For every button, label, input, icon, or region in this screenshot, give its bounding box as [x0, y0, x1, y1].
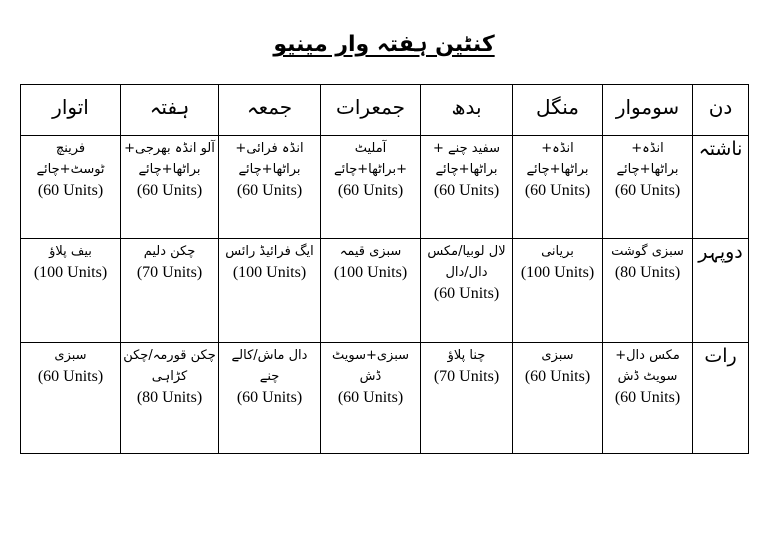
menu-item-text: سبزی قیمہ	[339, 244, 402, 259]
header-corner-day: دن	[693, 85, 749, 136]
menu-item-units: (60 Units)	[337, 389, 404, 406]
menu-item-text: انڈہ+ براٹھا+چائے	[616, 141, 679, 177]
menu-item-units: (70 Units)	[433, 368, 500, 385]
header-day-thursday: جمعرات	[321, 85, 421, 136]
menu-item-units: (60 Units)	[524, 182, 591, 199]
menu-cell	[603, 136, 693, 239]
menu-item-units: (70 Units)	[136, 264, 203, 281]
dinner-row	[21, 343, 749, 454]
menu-item-text: بیف پلاؤ	[49, 244, 92, 259]
menu-item-text: مکس دال+ سویٹ ڈش	[615, 348, 680, 384]
menu-item-text: سبزی+سویٹ ڈش	[331, 348, 410, 384]
menu-item-text: دال ماش/کالے چنے	[231, 348, 308, 384]
lunch-row	[21, 239, 749, 343]
header-day-sunday: اتوار	[21, 85, 121, 136]
menu-cell	[321, 136, 421, 239]
menu-item-units: (100 Units)	[520, 264, 595, 281]
page-title-text: کنٹین ہفتہ وار مینیو	[273, 32, 495, 57]
menu-item-units: (100 Units)	[232, 264, 307, 281]
menu-item-units: (60 Units)	[37, 182, 104, 199]
menu-cell	[603, 343, 693, 454]
menu-item-units: (60 Units)	[236, 389, 303, 406]
header-day-tuesday: منگل	[513, 85, 603, 136]
menu-cell	[219, 239, 321, 343]
menu-item-units: (60 Units)	[136, 182, 203, 199]
menu-cell	[321, 343, 421, 454]
menu-item-text: سفید چنے + براٹھا+چائے	[433, 141, 500, 177]
menu-item-units: (80 Units)	[136, 389, 203, 406]
weekly-menu-table	[20, 84, 749, 454]
menu-item-text: چکن قورمہ/چکن کڑاہی	[123, 348, 216, 384]
menu-item-units: (60 Units)	[524, 368, 591, 385]
menu-cell	[121, 136, 219, 239]
menu-item-units: (60 Units)	[337, 182, 404, 199]
header-row	[21, 85, 749, 136]
menu-item-text: چکن دلیم	[143, 244, 196, 259]
menu-item-units: (80 Units)	[614, 264, 681, 281]
menu-item-text: بریانی	[541, 244, 574, 259]
menu-cell	[21, 343, 121, 454]
header-day-friday: جمعہ	[219, 85, 321, 136]
menu-item-text: ایگ فرائیڈ رائس	[225, 244, 314, 259]
menu-cell	[21, 239, 121, 343]
menu-item-text: سبزی گوشت	[611, 244, 684, 259]
menu-cell	[219, 343, 321, 454]
menu-cell	[421, 239, 513, 343]
menu-cell	[121, 239, 219, 343]
menu-item-text: سبزی	[541, 348, 574, 363]
menu-item-units: (60 Units)	[433, 285, 500, 302]
menu-cell	[321, 239, 421, 343]
header-day-saturday: ہفتہ	[121, 85, 219, 136]
menu-item-units: (60 Units)	[37, 368, 104, 385]
menu-item-text: چنا پلاؤ	[447, 348, 486, 363]
meal-label-dinner: رات	[693, 343, 749, 454]
header-day-wednesday: بدھ	[421, 85, 513, 136]
meal-label-lunch: دوپہر	[693, 239, 749, 343]
menu-cell	[21, 136, 121, 239]
menu-item-text: سبزی	[54, 348, 87, 363]
menu-item-text: لال لوبیا/مکس دال/دال	[427, 244, 506, 280]
menu-item-text: آملیٹ +براٹھا+چائے	[334, 141, 407, 177]
page-title	[0, 30, 768, 60]
menu-cell	[513, 343, 603, 454]
menu-item-units: (100 Units)	[333, 264, 408, 281]
menu-item-units: (60 Units)	[433, 182, 500, 199]
menu-cell	[513, 239, 603, 343]
menu-item-text: فرینچ ٹوسٹ+چائے	[36, 141, 105, 177]
menu-cell	[219, 136, 321, 239]
menu-cell	[421, 136, 513, 239]
menu-item-text: آلو انڈہ بھرجی+ براٹھا+چائے	[124, 141, 215, 177]
menu-item-units: (100 Units)	[33, 264, 108, 281]
menu-item-units: (60 Units)	[614, 389, 681, 406]
menu-item-text: انڈہ فرائی+ براٹھا+چائے	[235, 141, 304, 177]
meal-label-breakfast: ناشتہ	[693, 136, 749, 239]
menu-item-units: (60 Units)	[236, 182, 303, 199]
menu-item-text: انڈہ+ براٹھا+چائے	[526, 141, 589, 177]
breakfast-row	[21, 136, 749, 239]
header-day-monday: سوموار	[603, 85, 693, 136]
menu-item-units: (60 Units)	[614, 182, 681, 199]
menu-cell	[421, 343, 513, 454]
menu-cell	[513, 136, 603, 239]
menu-cell	[121, 343, 219, 454]
menu-cell	[603, 239, 693, 343]
